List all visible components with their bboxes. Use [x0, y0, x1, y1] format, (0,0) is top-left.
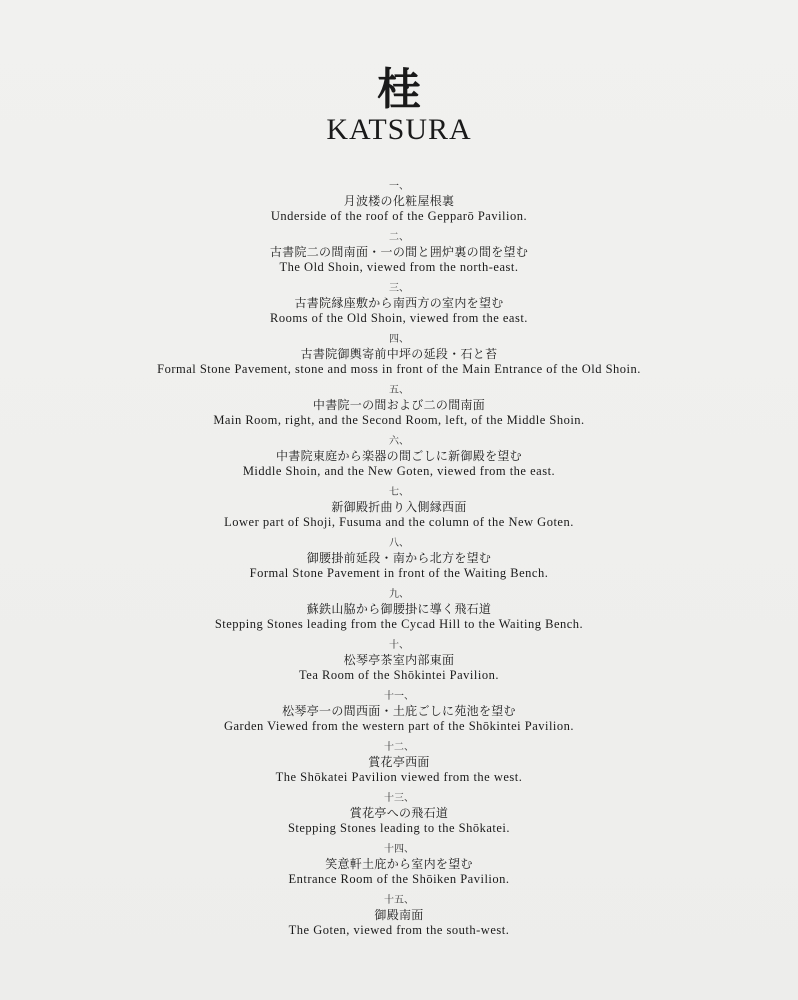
entry-english: Rooms of the Old Shoin, viewed from the east. — [270, 311, 528, 325]
entry-english: Garden Viewed from the western part of the Shōkintei Pavilion. — [223, 719, 575, 733]
list-item — [0, 384, 798, 435]
entry-japanese: 御腰掛前延段・南から北方を望む — [306, 551, 492, 565]
list-item — [0, 843, 798, 894]
entry-english: Formal Stone Pavement in front of the Waiting Bench. — [249, 566, 549, 580]
list-item — [0, 537, 798, 588]
list-item — [0, 792, 798, 843]
entry-number: 十二、 — [384, 742, 414, 753]
list-item — [0, 741, 798, 792]
header — [0, 66, 798, 146]
entry-japanese: 蘇鉄山脇から御腰掛に導く飛石道 — [306, 602, 492, 616]
list-item — [0, 282, 798, 333]
entry-english: The Shōkatei Pavilion viewed from the west. — [275, 770, 523, 784]
entry-number: 六、 — [389, 436, 409, 447]
entry-japanese: 月波楼の化粧屋根裏 — [343, 194, 455, 208]
entry-number: 八、 — [389, 538, 409, 549]
entry-japanese: 御殿南面 — [374, 908, 424, 922]
entry-number: 五、 — [389, 385, 409, 396]
entry-number: 九、 — [389, 589, 409, 600]
entry-number: 七、 — [389, 487, 409, 498]
list-item — [0, 231, 798, 282]
entry-english: Middle Shoin, and the New Goten, viewed from the east. — [242, 464, 556, 478]
entry-japanese: 新御殿折曲り入側縁西面 — [331, 500, 467, 514]
entry-number: 三、 — [389, 283, 409, 294]
entry-number: 十、 — [389, 640, 409, 651]
list-item — [0, 639, 798, 690]
entry-number: 二、 — [389, 232, 409, 243]
entry-japanese: 松琴亭一の間西面・土庇ごしに苑池を望む — [282, 704, 516, 718]
entry-japanese: 笑意軒土庇から室内を望む — [325, 857, 473, 871]
entry-english: Stepping Stones leading from the Cycad Hill to the Waiting Bench. — [214, 617, 584, 631]
entry-english: Tea Room of the Shōkintei Pavilion. — [299, 668, 499, 682]
entry-english: The Goten, viewed from the south-west. — [288, 923, 510, 937]
entry-number: 十五、 — [384, 895, 414, 906]
entry-japanese: 古書院二の間南面・一の間と囲炉裏の間を望む — [269, 245, 529, 259]
entry-english: Stepping Stones leading to the Shōkatei. — [287, 821, 511, 835]
entry-number: 十三、 — [384, 793, 414, 804]
entry-english: Lower part of Shoji, Fusuma and the column of the New Goten. — [224, 515, 574, 529]
entry-english: Underside of the roof of the Gepparō Pavilion. — [270, 209, 528, 223]
title-latin: KATSURA — [326, 113, 472, 146]
list-item — [0, 894, 798, 945]
entry-japanese: 松琴亭茶室内部東面 — [343, 653, 455, 667]
entry-japanese: 古書院御輿寄前中坪の延段・石と苔 — [300, 347, 498, 361]
entry-japanese: 賞花亭西面 — [368, 755, 430, 769]
entry-english: The Old Shoin, viewed from the north-east. — [279, 260, 519, 274]
title-kanji: 桂 — [377, 64, 421, 115]
entry-english: Formal Stone Pavement, stone and moss in front of the Main Entrance of the Old Shoin. — [157, 362, 641, 376]
entry-number: 四、 — [389, 334, 409, 345]
entry-japanese: 賞花亭への飛石道 — [349, 806, 449, 820]
list-item — [0, 486, 798, 537]
entries-list — [0, 180, 798, 945]
list-item — [0, 588, 798, 639]
entry-number: 十一、 — [384, 691, 414, 702]
entry-japanese: 中書院一の間および二の間南面 — [312, 398, 486, 412]
list-item — [0, 690, 798, 741]
entry-number: 十四、 — [384, 844, 414, 855]
entry-japanese: 中書院東庭から楽器の間ごしに新御殿を望む — [275, 449, 522, 463]
entry-japanese: 古書院縁座敷から南西方の室内を望む — [294, 296, 504, 310]
entry-number: 一、 — [389, 181, 409, 192]
entry-english: Entrance Room of the Shōiken Pavilion. — [288, 872, 510, 886]
entry-english: Main Room, right, and the Second Room, left, of the Middle Shoin. — [213, 413, 585, 427]
list-item — [0, 180, 798, 231]
list-item — [0, 333, 798, 384]
list-item — [0, 435, 798, 486]
